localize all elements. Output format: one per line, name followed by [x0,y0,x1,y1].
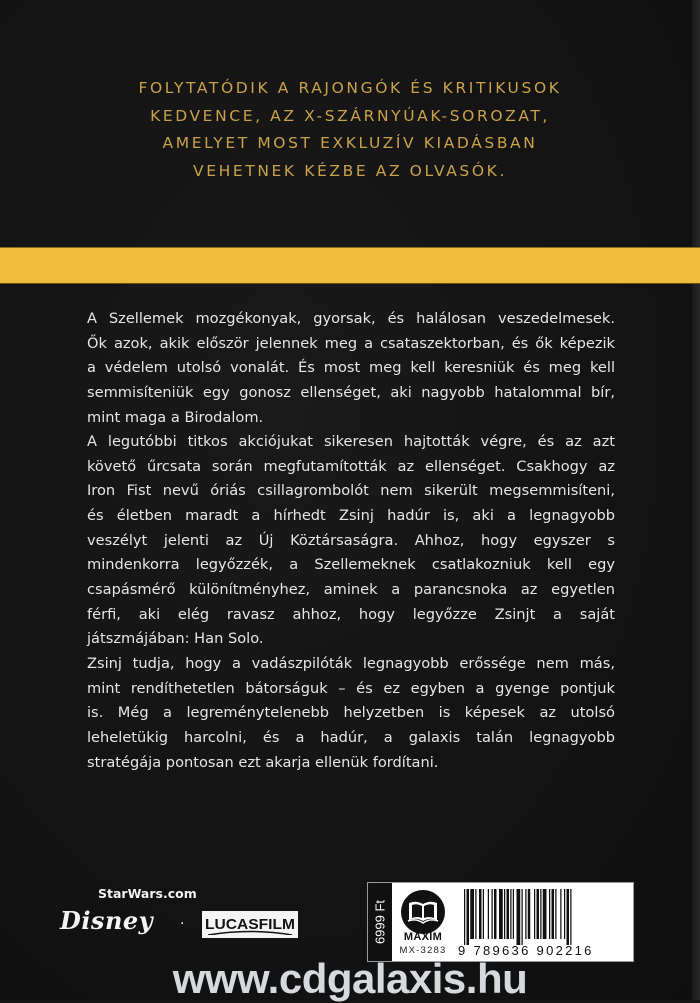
blurb-line: mint maga a Birodalom. [87,408,264,426]
barcode-bar [525,889,526,939]
barcode-bar [522,889,523,945]
barcode-bar [475,889,476,939]
brand-logos [60,906,310,942]
blurb-line: leheletükig harcolni, és a hadúr, a galaxis talán legnagyobb [87,728,615,746]
barcode-bar [543,889,547,939]
tagline-line: AMELYET MOST EXKLUZÍV KIADÁSBAN [162,134,538,152]
open-book-icon [400,889,446,935]
blurb-line: férfi, aki elég ravasz ahhoz, hogy legyőzze Zsinjt a saját [87,605,615,623]
barcode-bar [567,889,570,945]
barcode-bar [488,889,489,939]
isbn-number: 9 789636 902216 [458,943,594,958]
blurb-line: mint rendíthetetlen bátorságuk – és ez egyben a gyenge pontjuk [87,679,615,697]
barcode-bar [564,889,565,939]
blurb-line: Iron Fist nevű óriás csillagrombolót nem sikerült megsemmisíteni, [87,482,615,500]
barcode-bar [507,889,510,939]
starwars-site-link[interactable]: StarWars.com [98,886,197,901]
barcode [462,889,627,945]
barcode-bar [540,889,541,939]
blurb-line: is. Még a legreménytelenebb helyzetben is képesek az utolsó [87,704,615,722]
blurb-line: követő űrcsata során megfutamították az ellenséget. Csakhogy az [87,457,615,475]
blurb-line: Zsinj tudja, hogy a vadászpilóták legnagyobb erőssége nem más, [87,654,615,672]
spine-edge [692,0,700,1000]
barcode-bar [464,889,465,945]
logo-separator: · [180,916,185,932]
barcode-bar [510,889,511,939]
blurb-line: és életben maradt a hírhedt Zsinj hadúr is, aki a legnagyobb [87,507,615,525]
blurb-text [87,307,615,775]
barcode-bar [555,889,556,939]
barcode-bar [570,889,571,945]
blurb-line: játszmájában: Han Solo. [87,630,264,648]
price: 6999 Ft [372,899,388,945]
blurb-line: veszélyt jelenti az Új Köztársaságra. Ahhoz, hogy egyszer s [87,531,615,549]
barcode-bar [528,889,531,939]
barcode-bar [534,889,535,939]
lucasfilm-logo-text: LUCASFILM [205,916,295,933]
blurb-line: A legutóbbi titkos akciójukat sikeresen hajtották végre, és az azt [87,433,615,451]
barcode-bar [517,889,521,945]
lucasfilm-logo [200,908,300,940]
barcode-bar [470,889,474,939]
price-strip [368,883,392,961]
barcode-bar [552,889,555,939]
blurb-line: a védelem utolsó vonalát. És most meg kell keresniük és meg kell [87,359,615,377]
tagline [60,75,640,185]
barcode-bar [560,889,561,939]
blurb-line: A Szellemek mozgékonyak, gyorsak, és halálosan veszedelmesek. [87,310,615,327]
yellow-band [0,247,700,284]
barcode-bar [492,889,493,939]
barcode-bar [499,889,503,939]
isbn-price-label [367,882,634,962]
blurb-line: Ők azok, akik először jelennek meg a csataszektorban, és ők képezik [87,334,615,352]
blurb-line: mindenkorra legyőzzék, a Szellemeknek csatlakozniuk kell egy [87,556,615,574]
barcode-bar [467,889,470,945]
barcode-bar [549,889,550,939]
tagline-line: FOLYTATÓDIK A RAJONGÓK ÉS KRITIKUSOK [138,79,562,97]
barcode-bar [504,889,505,939]
barcode-bar [537,889,540,939]
publisher-name: MAXIM [403,931,443,943]
disney-logo: Disney [60,906,154,935]
barcode-bar [513,889,514,939]
blurb-line: stratégája pontosan ezt akarja ellenük fordítani. [87,753,439,771]
barcode-bar [483,889,484,939]
tagline-line: KEDVENCE, AZ X-SZÁRNYÚAK-SOROZAT, [150,106,550,125]
tagline-line: VEHETNEK KÉZBE AZ OLVASÓK. [193,161,507,180]
barcode-bar [494,889,497,939]
watermark: www.cdgalaxis.hu [172,955,528,1002]
barcode-bar [479,889,482,939]
product-code: MX-3283 [399,945,447,956]
blurb-line: semmisíteniük egy gonosz ellenséget, aki nagyobb hatalommal bír, [87,383,615,401]
blurb-line: csapásmérő különítményhez, aminek a parancsnoka az egyetlen [87,581,615,599]
